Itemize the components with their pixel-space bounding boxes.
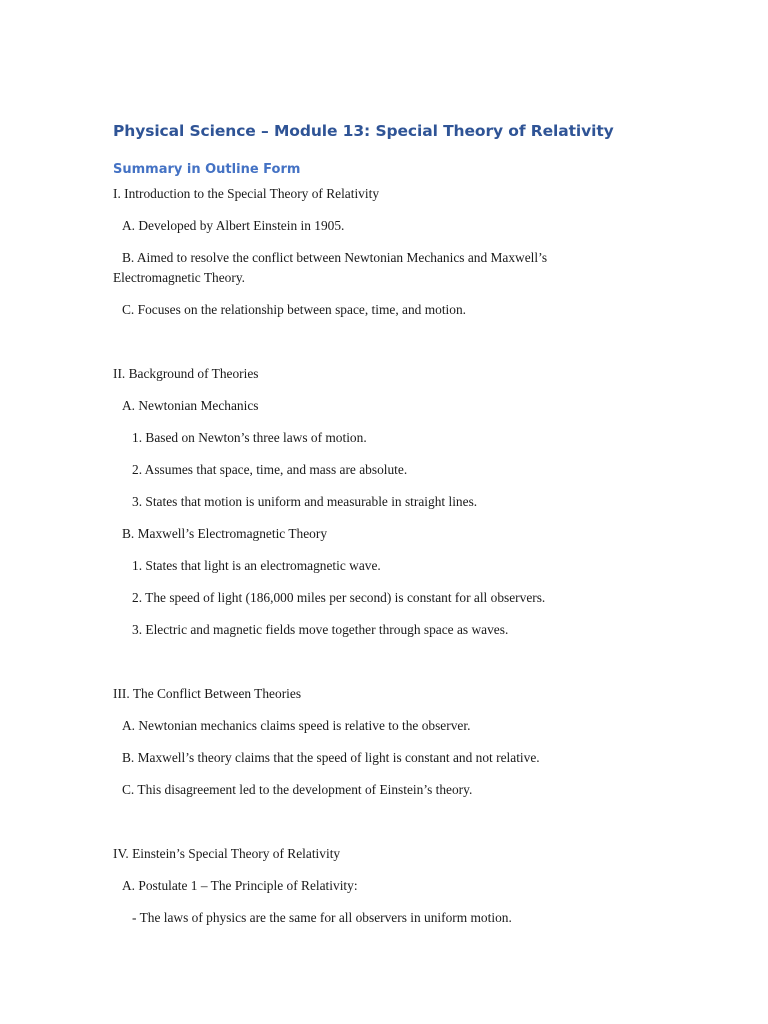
outline-item: B. Aimed to resolve the conflict between Newtonian Mechanics and Maxwell’s xyxy=(122,250,548,265)
outline-item: A. Newtonian mechanics claims speed is relative to the observer. xyxy=(122,718,471,733)
outline-item: A. Developed by Albert Einstein in 1905. xyxy=(122,218,345,233)
outline-item: C. Focuses on the relationship between space, time, and motion. xyxy=(122,302,466,317)
outline-subitem: 2. The speed of light (186,000 miles per second) is constant for all observers. xyxy=(132,590,546,605)
outline-subitem: 3. Electric and magnetic fields move together through space as waves. xyxy=(132,622,509,637)
outline-item: A. Newtonian Mechanics xyxy=(122,398,259,413)
outline-subitem: 2. Assumes that space, time, and mass are absolute. xyxy=(132,462,408,477)
section-heading: III. The Conflict Between Theories xyxy=(113,686,302,701)
outline-item-continuation: Electromagnetic Theory. xyxy=(113,270,245,285)
section-heading: II. Background of Theories xyxy=(113,366,259,381)
document-title: Physical Science – Module 13: Special Theory of Relativity xyxy=(113,122,614,140)
outline-subitem: 1. States that light is an electromagnetic wave. xyxy=(132,558,381,573)
outline-subitem: 1. Based on Newton’s three laws of motion. xyxy=(132,430,367,445)
section-heading: I. Introduction to the Special Theory of Relativity xyxy=(113,186,380,201)
outline-item: C. This disagreement led to the development of Einstein’s theory. xyxy=(122,782,473,797)
document-subtitle: Summary in Outline Form xyxy=(113,162,301,177)
section-heading: IV. Einstein’s Special Theory of Relativity xyxy=(113,846,341,861)
outline-item: B. Maxwell’s theory claims that the speed of light is constant and not relative. xyxy=(122,750,540,765)
outline-item: B. Maxwell’s Electromagnetic Theory xyxy=(122,526,328,541)
outline-item: A. Postulate 1 – The Principle of Relativity: xyxy=(122,878,358,893)
outline-subitem: 3. States that motion is uniform and measurable in straight lines. xyxy=(132,494,478,509)
outline-subitem: - The laws of physics are the same for all observers in uniform motion. xyxy=(132,910,512,925)
